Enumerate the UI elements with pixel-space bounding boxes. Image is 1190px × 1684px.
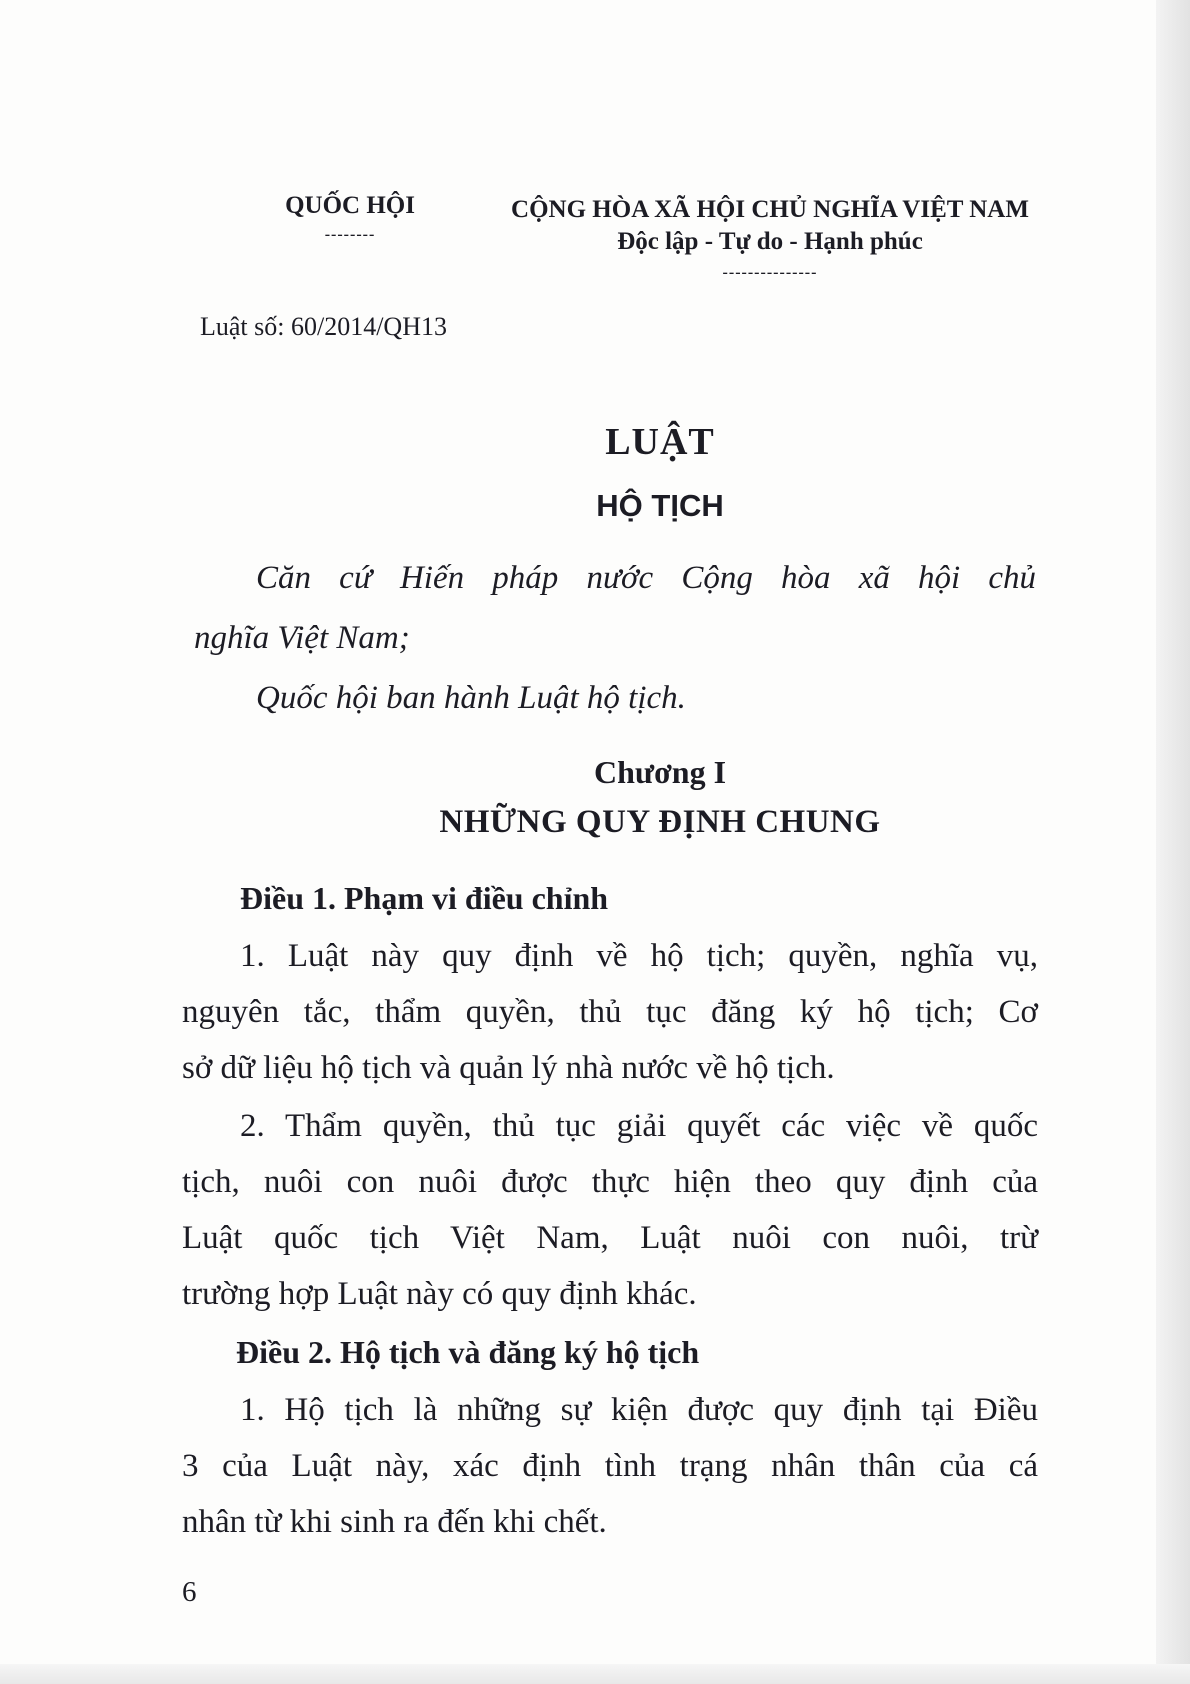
article-paragraph-line: trường hợp Luật này có quy định khác. bbox=[182, 1276, 697, 1312]
article-paragraph-line: tịch, nuôi con nuôi được thực hiện theo quy định của bbox=[182, 1164, 1038, 1200]
document-type-title: LUẬT bbox=[605, 421, 715, 463]
preamble-line: nghĩa Việt Nam; bbox=[194, 620, 410, 656]
article-paragraph-line: nhân từ khi sinh ra đến khi chết. bbox=[182, 1504, 607, 1540]
page-edge-shadow bbox=[1156, 0, 1190, 1684]
page-number: 6 bbox=[182, 1576, 197, 1608]
national-motto-underline: --------------- bbox=[722, 264, 818, 281]
article-paragraph-line: Luật quốc tịch Việt Nam, Luật nuôi con nuôi, trừ bbox=[182, 1220, 1038, 1256]
preamble-enactment: Quốc hội ban hành Luật hộ tịch. bbox=[256, 680, 686, 716]
chapter-number: Chương I bbox=[593, 754, 727, 790]
article-paragraph-line: 1. Hộ tịch là những sự kiện được quy định tại Điều bbox=[240, 1392, 1038, 1428]
article-paragraph-line: 2. Thẩm quyền, thủ tục giải quyết các việc về quốc bbox=[240, 1108, 1038, 1144]
document-subject-title: HỘ TỊCH bbox=[596, 488, 724, 523]
national-title: CỘNG HÒA XÃ HỘI CHỦ NGHĨA VIỆT NAM bbox=[511, 196, 1029, 223]
issuing-body-underline: -------- bbox=[324, 226, 376, 243]
national-motto: Độc lập - Tự do - Hạnh phúc bbox=[617, 228, 923, 255]
issuing-body: QUỐC HỘI bbox=[285, 192, 415, 219]
law-number: Luật số: 60/2014/QH13 bbox=[200, 312, 447, 341]
page-bottom-edge bbox=[0, 1664, 1190, 1684]
article-heading: Điều 2. Hộ tịch và đăng ký hộ tịch bbox=[236, 1334, 700, 1370]
chapter-title: NHỮNG QUY ĐỊNH CHUNG bbox=[439, 804, 881, 840]
article-paragraph-line: nguyên tắc, thẩm quyền, thủ tục đăng ký hộ tịch; Cơ bbox=[182, 994, 1038, 1030]
article-heading: Điều 1. Phạm vi điều chỉnh bbox=[240, 880, 609, 916]
preamble-line: Căn cứ Hiến pháp nước Cộng hòa xã hội chủ bbox=[256, 560, 1036, 596]
article-paragraph-line: sở dữ liệu hộ tịch và quản lý nhà nước về hộ tịch. bbox=[182, 1050, 835, 1086]
article-paragraph-line: 3 của Luật này, xác định tình trạng nhân thân của cá bbox=[182, 1448, 1038, 1484]
article-paragraph-line: 1. Luật này quy định về hộ tịch; quyền, nghĩa vụ, bbox=[240, 938, 1038, 974]
